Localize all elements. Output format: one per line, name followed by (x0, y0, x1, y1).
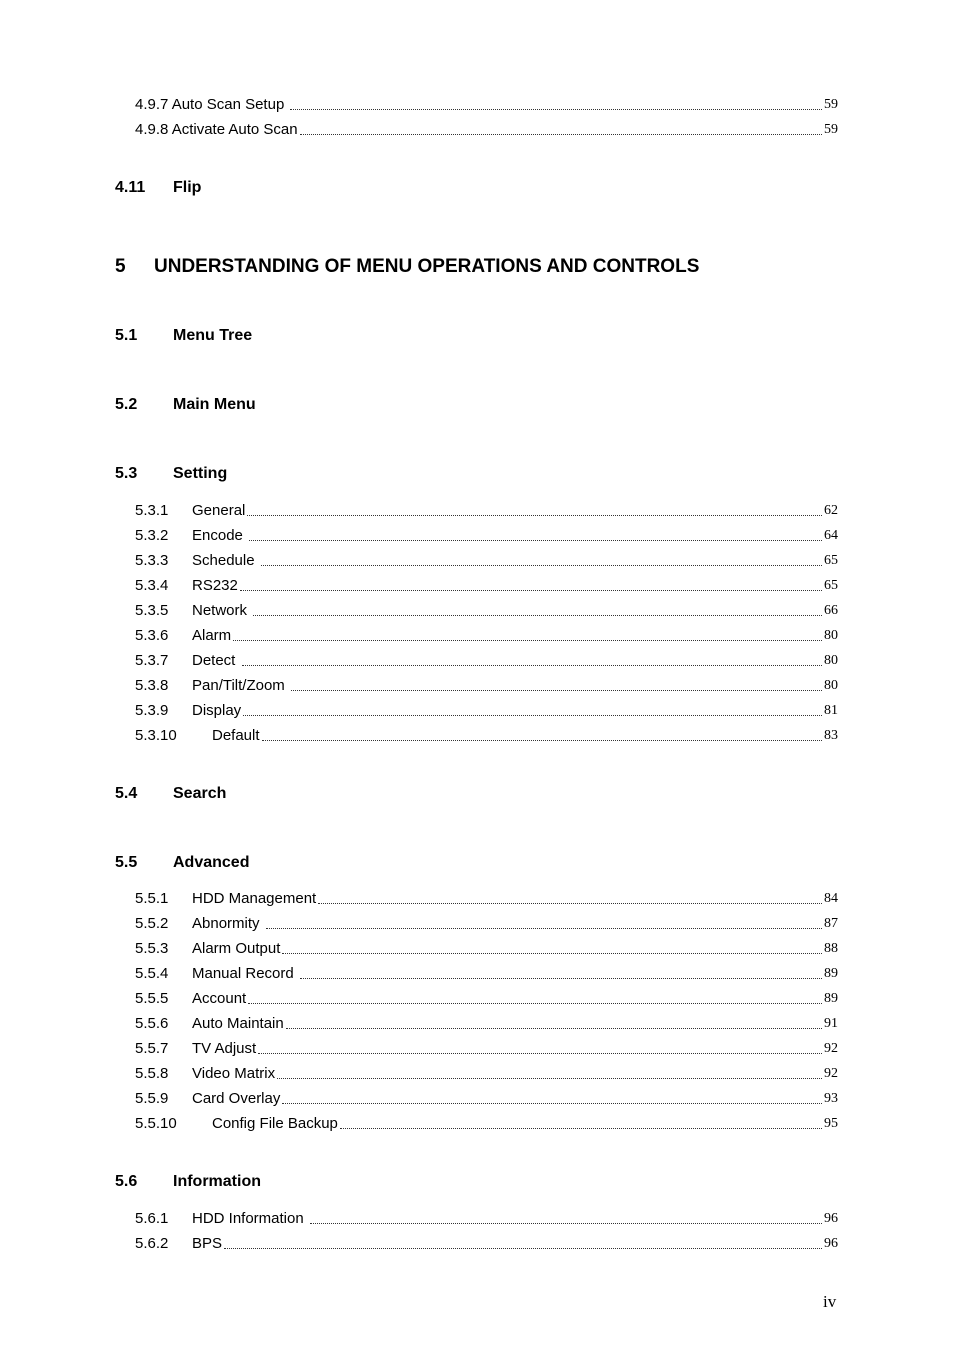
heading-number: 5.6 (115, 1173, 138, 1190)
toc-entry-page: 81 (824, 703, 838, 718)
heading-number: 5.1 (115, 327, 138, 344)
toc-entry-number: 5.5.8 (135, 1065, 169, 1082)
toc-entry-5-3-6[interactable] (135, 625, 838, 645)
toc-entry-number: 5.5.7 (135, 1040, 169, 1057)
leader-dots (247, 515, 822, 516)
toc-entry-title: Auto Maintain (192, 1015, 284, 1032)
toc-entry-title: Abnormity (192, 915, 264, 932)
toc-entry-5-5-7[interactable] (135, 1038, 838, 1058)
toc-entry-page: 96 (824, 1211, 838, 1226)
toc-heading-4-11[interactable] (115, 178, 201, 198)
toc-entry-number: 5.5.3 (135, 940, 169, 957)
toc-entry-5-5-1[interactable] (135, 888, 838, 908)
toc-entry-5-6-1[interactable] (135, 1208, 838, 1228)
toc-entry-page: 93 (824, 1091, 838, 1106)
toc-entry-page: 89 (824, 991, 838, 1006)
heading-number: 5.5 (115, 854, 138, 871)
toc-entry-title: Manual Record (192, 965, 298, 982)
toc-entry-title: Alarm (192, 627, 232, 644)
toc-entry-5-3-1[interactable] (135, 500, 838, 520)
toc-entry-title: 4.9.7 Auto Scan Setup (135, 96, 289, 113)
toc-entry-5-5-6[interactable] (135, 1013, 838, 1033)
toc-entry-5-5-8[interactable] (135, 1063, 838, 1083)
toc-entry-number: 5.5.10 (135, 1115, 177, 1132)
leader-dots (233, 640, 822, 641)
toc-entry-title: Encode (192, 527, 248, 544)
toc-chapter-5[interactable] (115, 256, 699, 278)
toc-heading-5-3[interactable] (115, 464, 227, 484)
toc-entry-number: 5.5.9 (135, 1090, 169, 1107)
toc-entry-5-3-3[interactable] (135, 550, 838, 570)
heading-title: Information (173, 1173, 261, 1190)
toc-entry-page: 65 (824, 578, 838, 593)
toc-entry-title: General (192, 502, 246, 519)
toc-entry-5-3-9[interactable] (135, 700, 838, 720)
heading-number: 5.4 (115, 785, 138, 802)
chapter-number: 5 (115, 256, 126, 277)
toc-entry-number: 5.5.6 (135, 1015, 169, 1032)
toc-entry-number: 5.6.1 (135, 1210, 169, 1227)
leader-dots (291, 690, 822, 691)
toc-entry-number: 5.3.4 (135, 577, 169, 594)
toc-entry-number: 5.3.5 (135, 602, 169, 619)
leader-dots (240, 590, 822, 591)
toc-entry-5-3-10[interactable] (135, 725, 838, 745)
toc-entry-number: 5.5.4 (135, 965, 169, 982)
heading-title: Search (173, 785, 227, 802)
toc-entry-page: 62 (824, 503, 838, 518)
toc-entry-title: Detect (192, 652, 240, 669)
toc-entry-title: Card Overlay (192, 1090, 281, 1107)
toc-entry-number: 5.5.1 (135, 890, 169, 907)
leader-dots (248, 1003, 822, 1004)
toc-entry-page: 87 (824, 916, 838, 931)
toc-entry-page: 84 (824, 891, 838, 906)
toc-entry-page: 95 (824, 1116, 838, 1131)
leader-dots (253, 615, 822, 616)
toc-entry-page: 92 (824, 1066, 838, 1081)
leader-dots (318, 903, 822, 904)
toc-entry-number: 5.3.3 (135, 552, 169, 569)
leader-dots (258, 1053, 822, 1054)
toc-entry-number: 5.3.9 (135, 702, 169, 719)
toc-entry-page: 64 (824, 528, 838, 543)
toc-entry-5-5-9[interactable] (135, 1088, 838, 1108)
toc-entry-title: Display (192, 702, 242, 719)
toc-entry-4-9-8[interactable] (135, 119, 838, 139)
toc-entry-title: Video Matrix (192, 1065, 276, 1082)
toc-entry-number: 5.3.1 (135, 502, 169, 519)
toc-entry-number: 5.6.2 (135, 1235, 169, 1252)
heading-title: Setting (173, 465, 228, 482)
toc-entry-title: Schedule (192, 552, 259, 569)
toc-entry-5-3-2[interactable] (135, 525, 838, 545)
toc-entry-5-5-2[interactable] (135, 913, 838, 933)
leader-dots (282, 1103, 822, 1104)
leader-dots (310, 1223, 822, 1224)
toc-heading-5-1[interactable] (115, 326, 252, 346)
heading-title: Flip (173, 179, 202, 196)
toc-heading-5-5[interactable] (115, 853, 249, 873)
toc-entry-5-3-8[interactable] (135, 675, 838, 695)
toc-heading-5-6[interactable] (115, 1172, 261, 1192)
toc-entry-title: TV Adjust (192, 1040, 257, 1057)
leader-dots (261, 565, 822, 566)
toc-entry-page: 80 (824, 628, 838, 643)
toc-entry-page: 89 (824, 966, 838, 981)
toc-entry-page: 59 (824, 122, 838, 137)
toc-entry-5-5-4[interactable] (135, 963, 838, 983)
toc-entry-number: 5.3.10 (135, 727, 177, 744)
toc-entry-number: 5.3.6 (135, 627, 169, 644)
heading-title: Advanced (173, 854, 250, 871)
toc-entry-title: HDD Management (192, 890, 317, 907)
toc-entry-5-3-7[interactable] (135, 650, 838, 670)
leader-dots (340, 1128, 822, 1129)
heading-title: Menu Tree (173, 327, 253, 344)
leader-dots (224, 1248, 822, 1249)
toc-entry-title: Config File Backup (212, 1115, 338, 1132)
toc-entry-number: 5.3.7 (135, 652, 169, 669)
page-number: iv (823, 1292, 837, 1311)
leader-dots (277, 1078, 822, 1079)
toc-entry-5-5-3[interactable] (135, 938, 838, 958)
toc-entry-page: 80 (824, 678, 838, 693)
toc-entry-title: Pan/Tilt/Zoom (192, 677, 289, 694)
toc-entry-page: 88 (824, 941, 838, 956)
toc-entry-5-6-2[interactable] (135, 1233, 838, 1253)
toc-entry-page: 96 (824, 1236, 838, 1251)
leader-dots (266, 928, 822, 929)
toc-heading-5-4[interactable] (115, 784, 226, 804)
leader-dots (300, 978, 822, 979)
toc-entry-number: 5.3.8 (135, 677, 169, 694)
leader-dots (243, 715, 822, 716)
toc-entry-title: BPS (192, 1235, 223, 1252)
toc-heading-5-2[interactable] (115, 395, 256, 415)
leader-dots (282, 953, 822, 954)
toc-entry-title: Default (212, 727, 260, 744)
toc-entry-page: 59 (824, 97, 838, 112)
toc-entry-5-3-4[interactable] (135, 575, 838, 595)
toc-entry-number: 5.5.2 (135, 915, 169, 932)
heading-title: Main Menu (173, 396, 256, 413)
leader-dots (262, 740, 822, 741)
toc-entry-5-3-5[interactable] (135, 600, 838, 620)
toc-entry-page: 66 (824, 603, 838, 618)
heading-number: 5.3 (115, 465, 138, 482)
leader-dots (290, 109, 822, 110)
heading-number: 4.11 (115, 179, 146, 196)
toc-entry-title: 4.9.8 Activate Auto Scan (135, 121, 298, 138)
toc-entry-title: Network (192, 602, 252, 619)
leader-dots (242, 665, 822, 666)
leader-dots (300, 134, 822, 135)
heading-number: 5.2 (115, 396, 138, 413)
toc-entry-number: 5.3.2 (135, 527, 169, 544)
toc-entry-4-9-7[interactable] (135, 94, 838, 114)
toc-entry-number: 5.5.5 (135, 990, 169, 1007)
chapter-title: UNDERSTANDING OF MENU OPERATIONS AND CONTROLS (154, 256, 700, 277)
toc-entry-5-5-5[interactable] (135, 988, 838, 1008)
toc-entry-title: Account (192, 990, 247, 1007)
toc-entry-5-5-10[interactable] (135, 1113, 838, 1133)
toc-entry-page: 91 (824, 1016, 838, 1031)
toc-entry-page: 65 (824, 553, 838, 568)
toc-entry-title: RS232 (192, 577, 238, 594)
leader-dots (249, 540, 822, 541)
toc-entry-title: HDD Information (192, 1210, 308, 1227)
toc-entry-title: Alarm Output (192, 940, 281, 957)
toc-entry-page: 92 (824, 1041, 838, 1056)
toc-entry-page: 80 (824, 653, 838, 668)
leader-dots (286, 1028, 822, 1029)
toc-entry-page: 83 (824, 728, 838, 743)
